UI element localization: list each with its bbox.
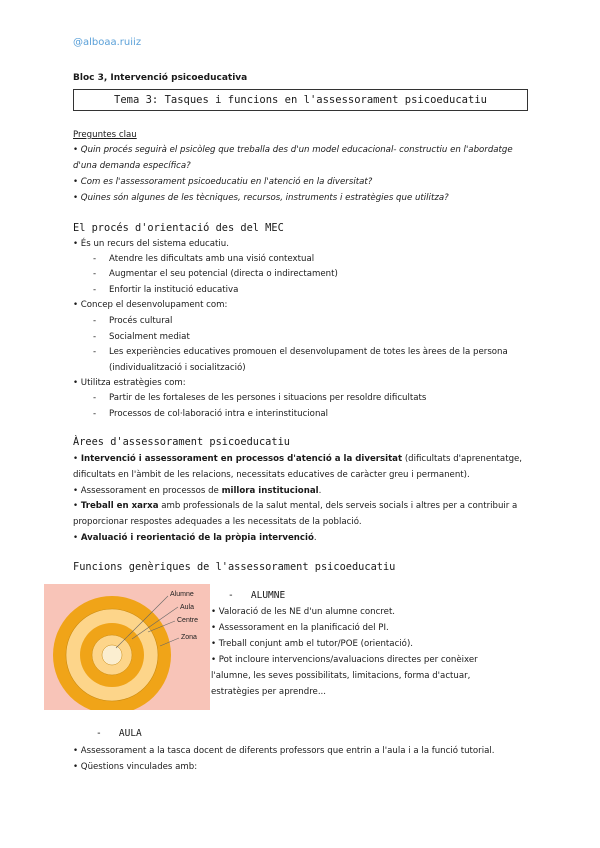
- aula-heading: - AULA: [96, 728, 142, 739]
- section-heading-proces: El procés d'orientació des del MEC: [73, 222, 284, 234]
- concentric-levels-diagram: [44, 584, 210, 710]
- tema-title-box: [73, 89, 528, 111]
- question-2: • Com es l'assessorament psicoeducatiu en l'atenció en la diversitat?: [73, 177, 373, 187]
- dash-marker: -: [93, 269, 97, 279]
- arees-item-4: • Avaluació i reorientació de la pròpia intervenció.: [73, 533, 317, 543]
- aula-item: • Assessorament a la tasca docent de diferents professors que entrin a l'aula i a la funció tutorial.: [73, 746, 495, 756]
- arees-item-3: • Treball en xarxa amb professionals de la salut mental, dels serveis socials i altres per a contribuir a: [73, 501, 518, 511]
- tema-title: Tema 3: Tasques i funcions en l'assessorament psicoeducatiu: [114, 94, 487, 106]
- question-3: • Quines són algunes de les tècniques, recursos, instruments i estratègies que utilitza?: [73, 193, 449, 203]
- alumne-item: • Pot incloure intervencions/avaluacions directes per conèixer: [211, 655, 478, 665]
- question-1: • Quin procés seguirà el psicòleg que treballa des d'un model educacional- constructiu en l'abordatge: [73, 145, 513, 155]
- diagram-label: Alumne: [170, 591, 194, 598]
- diagram-label: Aula: [180, 604, 195, 611]
- section-heading-funcions: Funcions genèriques de l'assessorament psicoeducatiu: [73, 561, 396, 573]
- alumne-heading: - ALUMNE: [228, 590, 286, 601]
- question-1-cont: d'una demanda específica?: [73, 161, 191, 171]
- preguntes-title: Preguntes clau: [73, 130, 137, 140]
- dash-marker: -: [93, 347, 97, 357]
- proces-bullet-3: • Utilitza estratègies com:: [73, 378, 186, 388]
- diagram-label: Zona: [181, 634, 197, 641]
- dash-marker: -: [93, 393, 97, 403]
- arees-item-1-cont: dificultats en l'àmbit de les relacions, necessitats educatives de caràcter greu i permanent).: [73, 470, 470, 480]
- proces-subitem: Socialment mediat: [109, 332, 190, 342]
- aula-item: • Qüestions vinculades amb:: [73, 762, 198, 772]
- proces-subitem: Enfortir la institució educativa: [109, 285, 239, 295]
- alumne-item-cont: estratègies per aprendre...: [211, 687, 327, 697]
- core-circle: [102, 645, 122, 665]
- dash-marker: -: [93, 332, 97, 342]
- proces-subitem: Procés cultural: [109, 316, 173, 326]
- dash-marker: -: [93, 254, 97, 264]
- proces-subitem: Augmentar el seu potencial (directa o indirectament): [109, 269, 338, 279]
- proces-subitem-cont: (individualització i socialització): [109, 363, 246, 373]
- author-handle: @alboaa.ruiiz: [73, 37, 142, 48]
- proces-subitem: Atendre les dificultats amb una visió contextual: [109, 254, 315, 264]
- proces-subitem: Processos de col·laboració intra e interinstitucional: [109, 409, 329, 419]
- diagram-label: Centre: [177, 617, 199, 624]
- proces-bullet-2: • Concep el desenvolupament com:: [73, 300, 228, 310]
- proces-subitem: Partir de les fortaleses de les persones i situacions per resoldre dificultats: [109, 393, 427, 403]
- dash-marker: -: [93, 316, 97, 326]
- dash-marker: -: [93, 409, 97, 419]
- alumne-item: • Treball conjunt amb el tutor/POE (orientació).: [211, 639, 414, 649]
- arees-item-3-cont: proporcionar respostes adequades a les necessitats de la població.: [73, 517, 362, 527]
- arees-item-2: • Assessorament en processos de millora institucional.: [73, 486, 322, 496]
- proces-bullet-1: • És un recurs del sistema educatiu.: [73, 239, 229, 249]
- section-heading-arees: Àrees d'assessorament psicoeducatiu: [73, 436, 290, 448]
- alumne-item: • Assessorament en la planificació del PI.: [211, 623, 389, 633]
- alumne-item-cont: l'alumne, les seves possibilitats, limitacions, forma d'actuar,: [211, 671, 471, 681]
- arees-item-1: • Intervenció i assessorament en processos d'atenció a la diversitat (dificultats d'aprenentatge,: [73, 454, 523, 464]
- proces-subitem: Les experiències educatives promouen el desenvolupament de totes les àrees de la persona: [109, 347, 508, 357]
- bloc-title: Bloc 3, Intervenció psicoeducativa: [73, 73, 248, 83]
- dash-marker: -: [93, 285, 97, 295]
- alumne-item: • Valoració de les NE d'un alumne concret.: [211, 607, 396, 617]
